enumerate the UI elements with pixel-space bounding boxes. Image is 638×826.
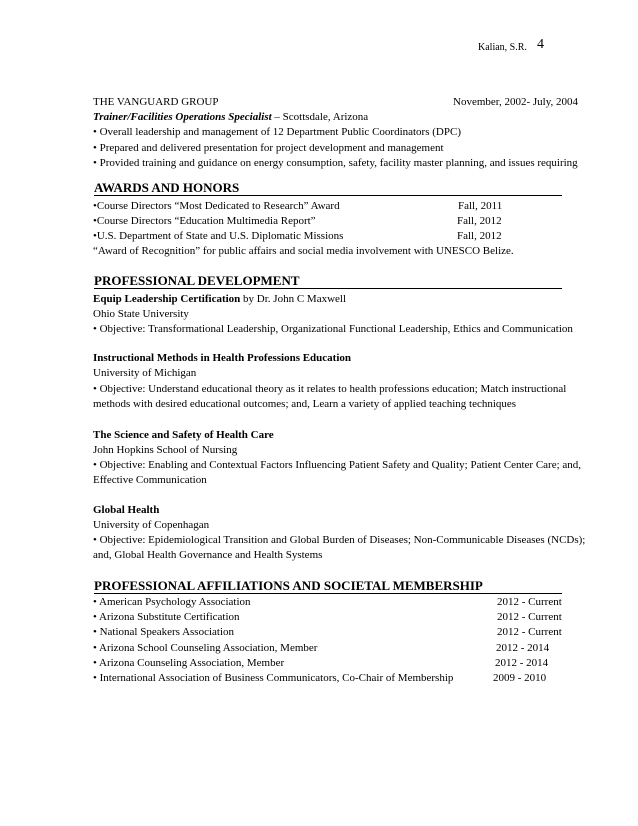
affiliation-item: • National Speakers Association xyxy=(93,626,235,638)
job-title: Trainer/Facilities Operations Specialist xyxy=(93,111,272,123)
affiliation-item: • Arizona Counseling Association, Member xyxy=(93,657,285,669)
course-title: Instructional Methods in Health Professions Education xyxy=(93,352,352,364)
course-title: The Science and Safety of Health Care xyxy=(93,429,274,441)
award-date: Fall, 2012 xyxy=(457,215,502,227)
section-heading-professional-development: PROFESSIONAL DEVELOPMENT xyxy=(94,273,562,289)
course-objective: • Objective: Epidemiological Transition and Global Burden of Diseases; Non-Communicable Diseases (NCDs); xyxy=(93,534,586,546)
affiliation-date: 2012 - Current xyxy=(497,611,562,623)
award-item: •Course Directors “Most Dedicated to Research” Award xyxy=(93,200,340,212)
job-title-line xyxy=(93,110,368,125)
course-institution: John Hopkins School of Nursing xyxy=(93,444,238,456)
affiliation-item: • International Association of Business Communicators, Co-Chair of Membership xyxy=(93,672,454,684)
award-date: Fall, 2012 xyxy=(457,230,502,242)
course-title: Equip Leadership Certification xyxy=(93,293,241,305)
job-location: – Scottsdale, Arizona xyxy=(271,111,369,123)
award-item: “Award of Recognition” for public affairs and social media involvement with UNESCO Belize. xyxy=(93,245,514,257)
employment-bullet: • Prepared and delivered presentation for project development and management xyxy=(93,142,444,154)
running-header-author: Kalian, S.R. xyxy=(478,42,527,53)
affiliation-item: • Arizona School Counseling Association, Member xyxy=(93,642,318,654)
affiliation-date: 2012 - 2014 xyxy=(495,657,549,669)
course-institution: University of Copenhagan xyxy=(93,519,210,531)
course-objective: and, Global Health Governance and Health Systems xyxy=(93,549,323,561)
course-title-line xyxy=(93,292,346,307)
section-heading-awards: AWARDS AND HONORS xyxy=(94,180,562,196)
affiliation-item: • Arizona Substitute Certification xyxy=(93,611,240,623)
employment-bullet: • Overall leadership and management of 12 Department Public Coordinators (DPC) xyxy=(93,126,461,138)
employment-dates: November, 2002- July, 2004 xyxy=(453,96,579,108)
course-objective: • Objective: Enabling and Contextual Factors Influencing Patient Safety and Quality; Patient Center Care; and, xyxy=(93,459,582,471)
course-objective: Effective Communication xyxy=(93,474,207,486)
page-number: 4 xyxy=(537,37,544,52)
affiliation-date: 2012 - Current xyxy=(497,596,562,608)
section-heading-affiliations: PROFESSIONAL AFFILIATIONS AND SOCIETAL MEMBERSHIP xyxy=(94,578,562,594)
award-item: •Course Directors “Education Multimedia Report” xyxy=(93,215,316,227)
affiliation-date: 2012 - 2014 xyxy=(496,642,550,654)
course-objective: • Objective: Understand educational theory as it relates to health professions education; Match instructional xyxy=(93,383,567,395)
course-title-suffix: by Dr. John C Maxwell xyxy=(240,293,347,305)
employment-bullet: • Provided training and guidance on energy consumption, safety, facility master planning, and issues requiring xyxy=(93,157,578,169)
course-institution: Ohio State University xyxy=(93,308,189,320)
affiliation-date: 2012 - Current xyxy=(497,626,562,638)
affiliation-item: • American Psychology Association xyxy=(93,596,251,608)
course-objective: methods with desired educational outcomes; and, Learn a variety of applied teaching techniques xyxy=(93,398,517,410)
award-date: Fall, 2011 xyxy=(458,200,503,212)
course-institution: University of Michigan xyxy=(93,367,197,379)
course-title: Global Health xyxy=(93,504,160,516)
company-name: THE VANGUARD GROUP xyxy=(93,96,219,108)
award-item: •U.S. Department of State and U.S. Diplomatic Missions xyxy=(93,230,344,242)
course-objective: • Objective: Transformational Leadership, Organizational Functional Leadership, Ethics and Communication xyxy=(93,323,573,335)
affiliation-date: 2009 - 2010 xyxy=(493,672,547,684)
